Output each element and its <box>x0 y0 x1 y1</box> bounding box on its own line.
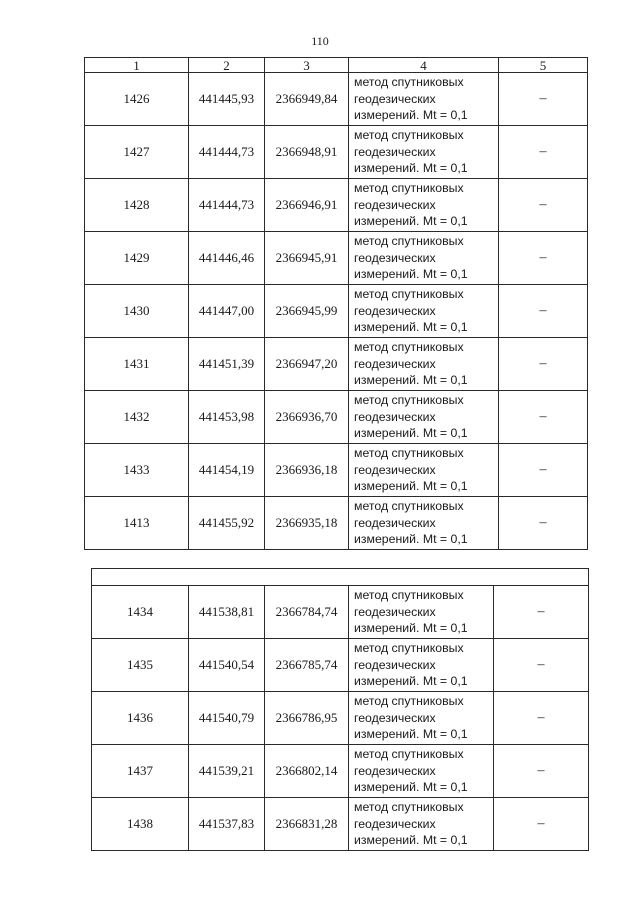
method-line: измерений. Mt = 0,1 <box>354 267 468 282</box>
point-number-cell: 1437 <box>92 745 189 798</box>
method-cell <box>349 798 494 851</box>
y-coordinate-cell: 2366948,91 <box>265 126 349 179</box>
y-coordinate-cell: 2366946,91 <box>265 179 349 232</box>
y-coordinate-cell: 2366945,91 <box>265 232 349 285</box>
method-line: метод спутниковых <box>354 641 464 656</box>
x-coordinate-cell: 441444,73 <box>189 126 265 179</box>
coordinates-table-top <box>84 57 588 550</box>
y-coordinate-cell: 2366831,28 <box>265 798 349 851</box>
method-line: геодезических <box>354 144 436 159</box>
method-line: метод спутниковых <box>354 75 464 90</box>
header-row <box>85 58 588 73</box>
method-line: геодезических <box>354 462 436 477</box>
method-line: геодезических <box>354 710 436 725</box>
x-coordinate-cell: 441453,98 <box>189 391 265 444</box>
y-coordinate-cell: 2366936,70 <box>265 391 349 444</box>
method-cell <box>349 179 499 232</box>
note-cell: – <box>499 391 588 444</box>
x-coordinate-cell: 441540,54 <box>189 639 265 692</box>
method-line: измерений. Mt = 0,1 <box>354 426 468 441</box>
method-line: измерений. Mt = 0,1 <box>354 214 468 229</box>
method-line: метод спутниковых <box>354 128 464 143</box>
note-cell: – <box>499 285 588 338</box>
table-row <box>85 444 588 497</box>
method-line: измерений. Mt = 0,1 <box>354 108 468 123</box>
method-line: геодезических <box>354 250 436 265</box>
x-coordinate-cell: 441451,39 <box>189 338 265 391</box>
point-number-cell: 1432 <box>85 391 189 444</box>
y-coordinate-cell: 2366784,74 <box>265 586 349 639</box>
method-line: метод спутниковых <box>354 446 464 461</box>
note-cell: – <box>494 586 589 639</box>
method-line: геодезических <box>354 91 436 106</box>
point-number-cell: 1429 <box>85 232 189 285</box>
table-row <box>92 586 589 639</box>
header-cell-3: 3 <box>265 58 349 73</box>
point-number-cell: 1427 <box>85 126 189 179</box>
method-cell <box>349 391 499 444</box>
note-cell: – <box>499 444 588 497</box>
method-cell <box>349 232 499 285</box>
table-row <box>85 497 588 550</box>
point-number-cell: 1436 <box>92 692 189 745</box>
x-coordinate-cell: 441455,92 <box>189 497 265 550</box>
point-number-cell: 1438 <box>92 798 189 851</box>
method-line: метод спутниковых <box>354 800 464 815</box>
note-cell: – <box>499 338 588 391</box>
method-line: метод спутниковых <box>354 588 464 603</box>
x-coordinate-cell: 441444,73 <box>189 179 265 232</box>
x-coordinate-cell: 441537,83 <box>189 798 265 851</box>
method-line: геодезических <box>354 409 436 424</box>
header-cell-5: 5 <box>499 58 588 73</box>
method-cell <box>349 73 499 126</box>
note-cell: – <box>494 745 589 798</box>
method-line: геодезических <box>354 356 436 371</box>
note-cell: – <box>499 497 588 550</box>
table-row <box>85 338 588 391</box>
method-line: геодезических <box>354 763 436 778</box>
point-number-cell: 1430 <box>85 285 189 338</box>
method-line: измерений. Mt = 0,1 <box>354 373 468 388</box>
note-cell: – <box>499 232 588 285</box>
page-number: 110 <box>311 34 329 48</box>
method-line: измерений. Mt = 0,1 <box>354 833 468 848</box>
coordinates-table-bottom <box>91 568 589 851</box>
note-cell: – <box>499 179 588 232</box>
method-line: метод спутниковых <box>354 747 464 762</box>
point-number-cell: 1434 <box>92 586 189 639</box>
header-cell-2: 2 <box>189 58 265 73</box>
table-row <box>85 232 588 285</box>
x-coordinate-cell: 441447,00 <box>189 285 265 338</box>
method-cell <box>349 745 494 798</box>
y-coordinate-cell: 2366935,18 <box>265 497 349 550</box>
x-coordinate-cell: 441538,81 <box>189 586 265 639</box>
method-line: метод спутниковых <box>354 287 464 302</box>
method-cell <box>349 497 499 550</box>
point-number-cell: 1428 <box>85 179 189 232</box>
point-number-cell: 1431 <box>85 338 189 391</box>
method-line: измерений. Mt = 0,1 <box>354 532 468 547</box>
y-coordinate-cell: 2366947,20 <box>265 338 349 391</box>
note-cell: – <box>494 639 589 692</box>
method-cell <box>349 444 499 497</box>
method-cell <box>349 692 494 745</box>
y-coordinate-cell: 2366936,18 <box>265 444 349 497</box>
method-line: измерений. Mt = 0,1 <box>354 161 468 176</box>
method-line: геодезических <box>354 515 436 530</box>
method-line: геодезических <box>354 604 436 619</box>
method-cell <box>349 586 494 639</box>
method-line: измерений. Mt = 0,1 <box>354 727 468 742</box>
header-cell-4: 4 <box>349 58 499 73</box>
method-line: геодезических <box>354 657 436 672</box>
note-cell: – <box>494 798 589 851</box>
method-line: геодезических <box>354 816 436 831</box>
point-number-cell: 1435 <box>92 639 189 692</box>
method-line: метод спутниковых <box>354 393 464 408</box>
x-coordinate-cell: 441445,93 <box>189 73 265 126</box>
method-cell <box>349 285 499 338</box>
blank-separator-cell <box>92 569 589 586</box>
table-row <box>85 73 588 126</box>
table-row <box>85 179 588 232</box>
y-coordinate-cell: 2366786,95 <box>265 692 349 745</box>
blank-separator-row <box>92 569 589 586</box>
point-number-cell: 1433 <box>85 444 189 497</box>
method-line: метод спутниковых <box>354 181 464 196</box>
table-row <box>92 692 589 745</box>
x-coordinate-cell: 441540,79 <box>189 692 265 745</box>
note-cell: – <box>499 73 588 126</box>
table-row <box>92 639 589 692</box>
table-row <box>85 285 588 338</box>
point-number-cell: 1413 <box>85 497 189 550</box>
method-line: измерений. Mt = 0,1 <box>354 780 468 795</box>
method-line: метод спутниковых <box>354 694 464 709</box>
table-row <box>85 126 588 179</box>
method-line: измерений. Mt = 0,1 <box>354 674 468 689</box>
note-cell: – <box>494 692 589 745</box>
table-row <box>92 745 589 798</box>
method-line: метод спутниковых <box>354 340 464 355</box>
table-row <box>85 391 588 444</box>
method-line: измерений. Mt = 0,1 <box>354 621 468 636</box>
table-row <box>92 798 589 851</box>
method-line: метод спутниковых <box>354 234 464 249</box>
y-coordinate-cell: 2366945,99 <box>265 285 349 338</box>
method-line: измерений. Mt = 0,1 <box>354 479 468 494</box>
x-coordinate-cell: 441446,46 <box>189 232 265 285</box>
method-line: измерений. Mt = 0,1 <box>354 320 468 335</box>
method-cell <box>349 126 499 179</box>
header-cell-1: 1 <box>85 58 189 73</box>
method-line: геодезических <box>354 197 436 212</box>
y-coordinate-cell: 2366802,14 <box>265 745 349 798</box>
point-number-cell: 1426 <box>85 73 189 126</box>
method-cell <box>349 338 499 391</box>
method-line: метод спутниковых <box>354 499 464 514</box>
x-coordinate-cell: 441539,21 <box>189 745 265 798</box>
y-coordinate-cell: 2366785,74 <box>265 639 349 692</box>
method-cell <box>349 639 494 692</box>
note-cell: – <box>499 126 588 179</box>
y-coordinate-cell: 2366949,84 <box>265 73 349 126</box>
x-coordinate-cell: 441454,19 <box>189 444 265 497</box>
method-line: геодезических <box>354 303 436 318</box>
